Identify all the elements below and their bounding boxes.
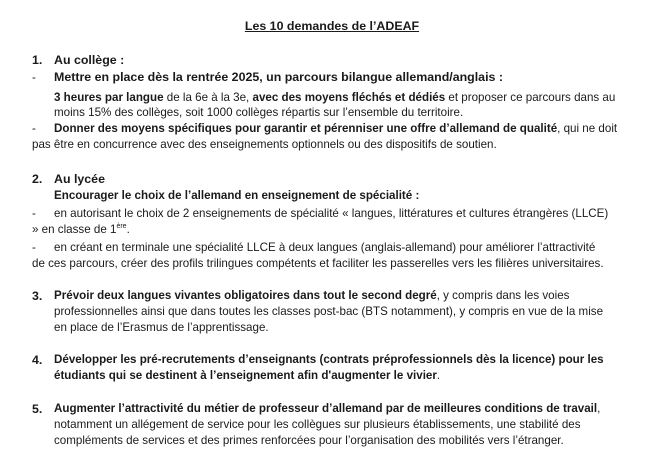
bold-text: Donner des moyens spécifiques pour garantir et pérenniser une offre d’allemand de qualité [54, 122, 558, 135]
text: , qui ne doit [557, 122, 618, 135]
text: . [436, 369, 441, 382]
paragraph-line [32, 222, 130, 237]
bold-text: avec des moyens fléchés et dédiés [252, 91, 446, 104]
paragraph-line: compléments de services et des primes renforcées pour l’organisation des mobilités vers l’étranger. [54, 434, 564, 447]
bullet-dash: - [32, 71, 36, 84]
bold-text: étudiants qui se destinent à l’enseignement afin d'augmenter le vivier [54, 369, 437, 382]
paragraph-line [54, 368, 440, 383]
paragraph-line: en créant en terminale une spécialité LLCE à deux langues (anglais-allemand) pour améliorer l’attractivité [54, 241, 596, 254]
paragraph-line [54, 401, 600, 416]
document-title: Les 10 demandes de l’ADEAF [244, 19, 420, 33]
superscript: ère [116, 223, 127, 231]
bullet-text: Mettre en place dès la rentrée 2025, un parcours bilangue allemand/anglais : [54, 70, 503, 84]
paragraph-line: pas être en concurrence avec des enseignements optionnels ou des dispositifs de soutien. [32, 138, 497, 151]
bullet-dash: - [32, 207, 36, 220]
paragraph-line: professionnelles ainsi que dans toutes les classes post-bac (BTS notamment), y compris en vue de la mise [54, 305, 604, 318]
paragraph-line: de ces parcours, créer des profils trilingues compétents et faciliter les passerelles vers les filières universitaires. [32, 257, 604, 270]
bold-text: Prévoir deux langues vivantes obligatoires dans tout le second degré [54, 289, 437, 302]
paragraph-line: moins 15% des collèges, soit 1000 collèges répartis sur l’ensemble du territoire. [54, 106, 464, 119]
paragraph-line: en place de l’Erasmus de l’apprentissage. [54, 321, 269, 334]
section-heading: Au collège : [54, 53, 125, 67]
text: , y compris dans les voies [436, 289, 570, 302]
text: , [597, 402, 601, 415]
text: . [126, 223, 130, 236]
section-number: 5. [32, 402, 43, 416]
bullet-dash: - [32, 122, 36, 135]
bold-text: 3 heures par langue [54, 91, 164, 104]
paragraph-line [54, 288, 569, 303]
section-heading: Au lycée [54, 172, 105, 186]
text: et proposer ce parcours dans au [445, 91, 616, 104]
section-number: 3. [32, 289, 43, 303]
text: » en classe de 1 [32, 223, 117, 236]
section-number: 1. [32, 53, 43, 67]
bullet-dash: - [32, 241, 36, 254]
paragraph-line: notamment un allégement de service pour les collègues sur plusieurs établissements, une stabilité des [54, 418, 581, 431]
paragraph-line [54, 90, 632, 105]
paragraph-line: Développer les pré-recrutements d’enseignants (contrats préprofessionnels dès la licence) pour les [54, 353, 604, 366]
text: de la 6e à la 3e, [163, 91, 253, 104]
paragraph-line [54, 121, 617, 136]
bold-text: Augmenter l’attractivité du métier de professeur d’allemand par de meilleures conditions de travail [54, 402, 598, 415]
section-number: 4. [32, 353, 43, 367]
section-number: 2. [32, 172, 43, 186]
subheading: Encourager le choix de l’allemand en enseignement de spécialité : [54, 189, 420, 202]
paragraph-line: en autorisant le choix de 2 enseignements de spécialité « langues, littératures et cultures étrangères (LLCE) [54, 207, 609, 220]
